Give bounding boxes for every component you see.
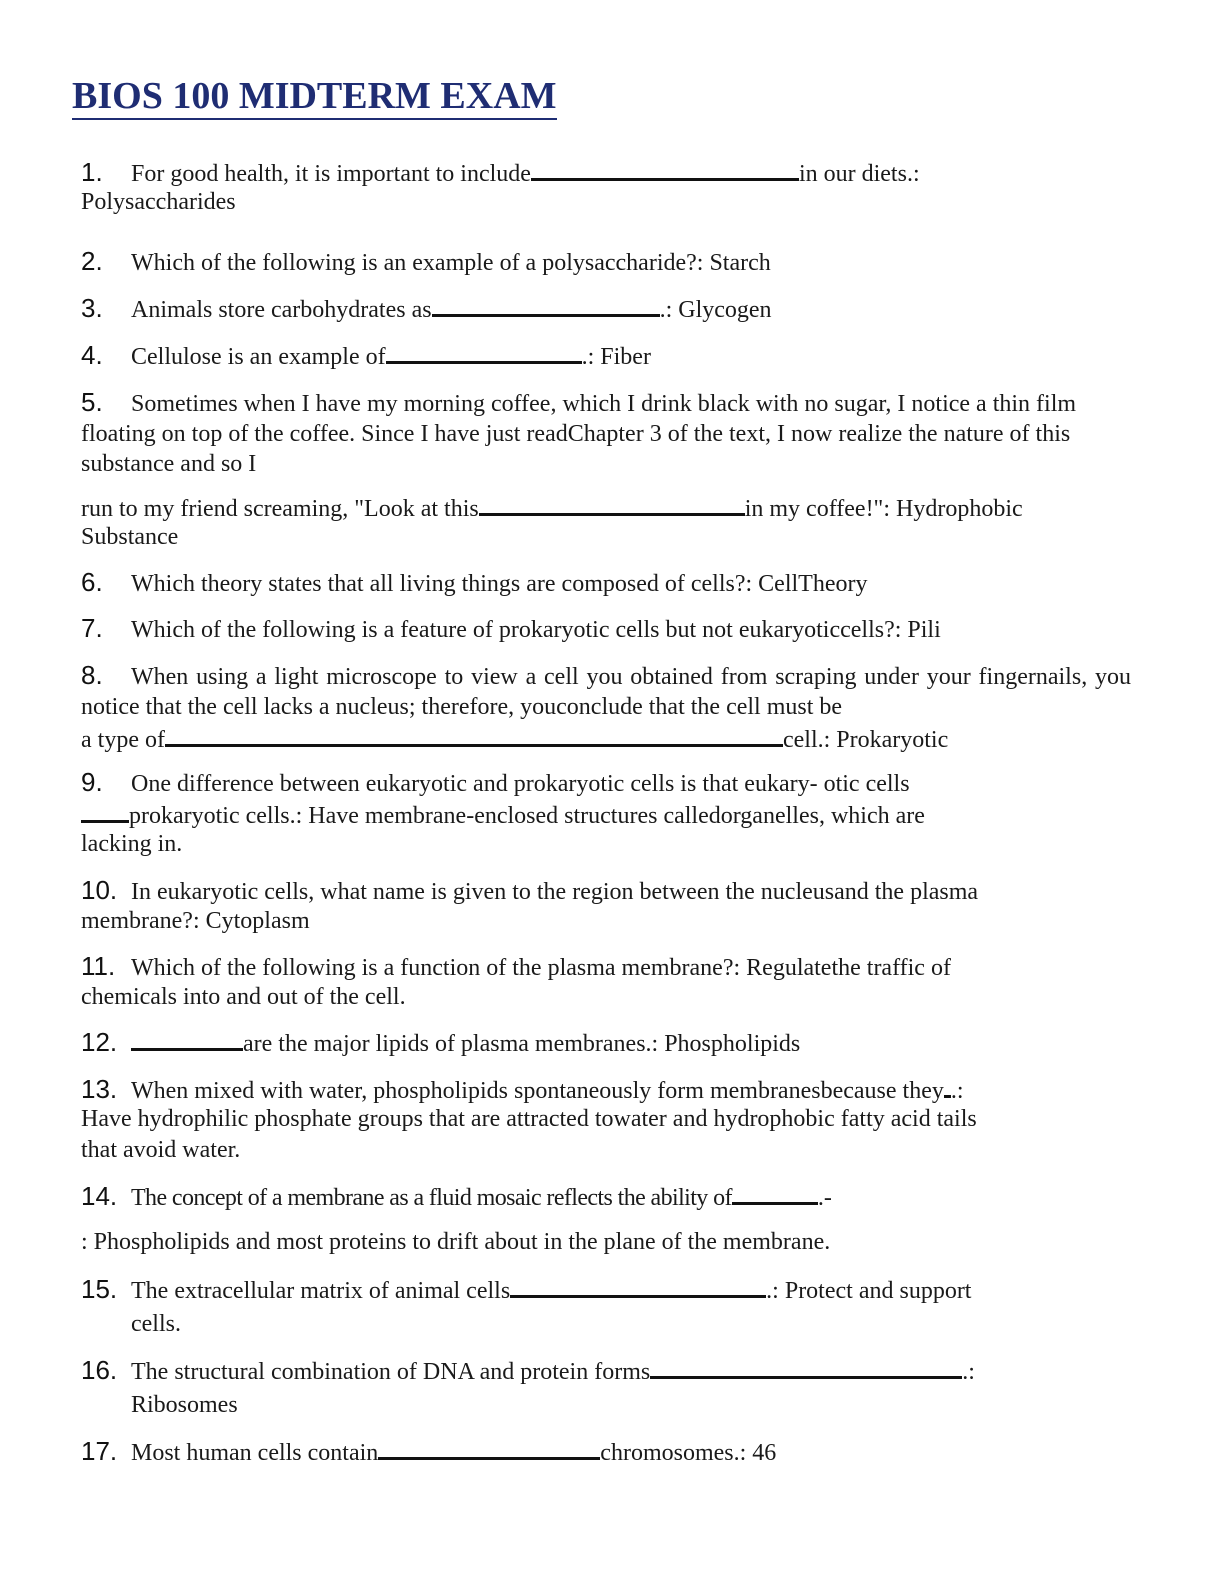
- question-number: 4.: [81, 340, 103, 370]
- question-number: 15.: [81, 1274, 118, 1304]
- answer-blank: [732, 1180, 818, 1205]
- question-11-tail: chemicals into and out of the cell.: [81, 984, 406, 1010]
- question-9-continued: [81, 798, 1131, 831]
- answer-blank: [131, 1026, 243, 1051]
- question-text: .: Fiber: [581, 344, 651, 370]
- question-number: 2.: [81, 246, 103, 276]
- question-13-tail: that avoid water.: [81, 1137, 241, 1163]
- question-13: [81, 1073, 1131, 1106]
- question-number: 3.: [81, 293, 103, 323]
- question-8-continued: [81, 722, 1131, 755]
- question-text: chromosomes.: 46: [600, 1440, 777, 1466]
- question-text: Which of the following is an example of a polysaccharide?: Starch: [131, 250, 771, 276]
- question-number: 16.: [81, 1355, 118, 1385]
- question-text: prokaryotic cells.: Have membrane-enclosed structures calledorganelles, which are: [129, 803, 925, 829]
- question-text: .:: [962, 1359, 975, 1385]
- question-number: 12.: [81, 1027, 118, 1057]
- question-number: 11.: [81, 951, 116, 981]
- question-6: [81, 567, 1131, 599]
- answer-blank: [165, 722, 783, 747]
- question-17: [81, 1435, 1131, 1468]
- answer-blank: [531, 156, 799, 181]
- answer-blank: [378, 1435, 600, 1460]
- question-number: 9.: [81, 767, 103, 797]
- question-text: Most human cells contain: [131, 1440, 379, 1466]
- question-number: 14.: [81, 1181, 118, 1211]
- question-7: [81, 613, 1131, 645]
- question-text: Animals store carbohydrates as: [131, 297, 432, 323]
- question-text: cell.: Prokaryotic: [782, 727, 949, 753]
- answer-blank: [479, 491, 745, 516]
- question-14: [81, 1180, 1131, 1213]
- question-text: .: Glycogen: [659, 297, 772, 323]
- question-text: in our diets.:: [798, 161, 920, 187]
- question-text: Cellulose is an example of: [131, 344, 386, 370]
- question-text: in my coffee!": Hydrophobic: [744, 496, 1023, 522]
- question-text: When using a light microscope to view a cell you obtained from scraping under your fingernails, you notice that the cell lacks a nucleus; therefore, youconclude that the cell must be: [81, 664, 1131, 720]
- question-text: One difference between eukaryotic and prokaryotic cells is that eukary- otic cells: [131, 771, 910, 797]
- question-16-tail: Ribosomes: [131, 1392, 238, 1418]
- question-5-continued: [81, 491, 1131, 524]
- question-5: [81, 387, 1131, 479]
- answer-blank: [81, 798, 129, 823]
- question-text: .: Protect and support: [766, 1278, 972, 1304]
- question-9: [81, 767, 1131, 799]
- question-text: Sometimes when I have my morning coffee, which I drink black with no sugar, I notice a thin film floating on top of the coffee. Since I have just readChapter 3 of the text, I now realize the nature of this substance and so I: [81, 391, 1077, 477]
- question-4: [81, 339, 1131, 372]
- question-text: are the major lipids of plasma membranes.: Phospholipids: [243, 1031, 801, 1057]
- question-12: [81, 1026, 1131, 1059]
- question-text: Which of the following is a feature of prokaryotic cells but not eukaryoticcells?: Pili: [131, 617, 941, 643]
- answer-blank: [650, 1354, 962, 1379]
- page-title: BIOS 100 MIDTERM EXAM: [72, 74, 557, 120]
- question-10-tail: membrane?: Cytoplasm: [81, 908, 310, 934]
- question-5-answer: Substance: [81, 524, 179, 550]
- question-10: [81, 875, 1131, 907]
- question-1-answer: Polysaccharides: [81, 189, 236, 215]
- answer-blank: [386, 339, 582, 364]
- question-text: The extracellular matrix of animal cells: [131, 1278, 511, 1304]
- question-number: 17.: [81, 1436, 118, 1466]
- question-14-tail: : Phospholipids and most proteins to drift about in the plane of the membrane.: [81, 1229, 831, 1255]
- question-number: 10.: [81, 875, 118, 905]
- question-16: [81, 1354, 1131, 1387]
- question-9-tail: lacking in.: [81, 831, 183, 857]
- question-13-tail: Have hydrophilic phosphate groups that are attracted towater and hydrophobic fatty acid tails: [81, 1106, 977, 1132]
- question-text: .:: [950, 1078, 964, 1104]
- question-text: Which theory states that all living things are composed of cells?: CellTheory: [131, 571, 868, 597]
- question-text: In eukaryotic cells, what name is given to the region between the nucleusand the plasma: [131, 879, 979, 905]
- question-number: 1.: [81, 157, 103, 187]
- question-text: The structural combination of DNA and protein forms: [131, 1359, 651, 1385]
- question-text: The concept of a membrane as a fluid mosaic reflects the ability of: [131, 1185, 732, 1211]
- question-15-tail: cells.: [131, 1311, 181, 1337]
- question-text: Which of the following is a function of the plasma membrane?: Regulatethe traffic of: [131, 955, 951, 981]
- answer-blank: [432, 292, 660, 317]
- answer-blank: [944, 1073, 951, 1098]
- question-text: When mixed with water, phospholipids spontaneously form membranesbecause they: [131, 1078, 944, 1104]
- question-text: run to my friend screaming, "Look at this: [81, 496, 479, 522]
- question-15: [81, 1273, 1131, 1306]
- question-text: For good health, it is important to include: [131, 161, 531, 187]
- question-number: 13.: [81, 1074, 118, 1104]
- question-number: 5.: [81, 387, 103, 417]
- question-2: [81, 246, 1131, 278]
- question-3: [81, 292, 1131, 325]
- question-text: .-: [817, 1185, 832, 1211]
- question-8: [81, 660, 1131, 722]
- answer-blank: [510, 1273, 766, 1298]
- question-number: 6.: [81, 567, 103, 597]
- question-text: a type of: [81, 727, 165, 753]
- question-number: 8.: [81, 660, 103, 690]
- question-1: [81, 156, 1131, 189]
- question-11: [81, 951, 1131, 983]
- question-number: 7.: [81, 613, 103, 643]
